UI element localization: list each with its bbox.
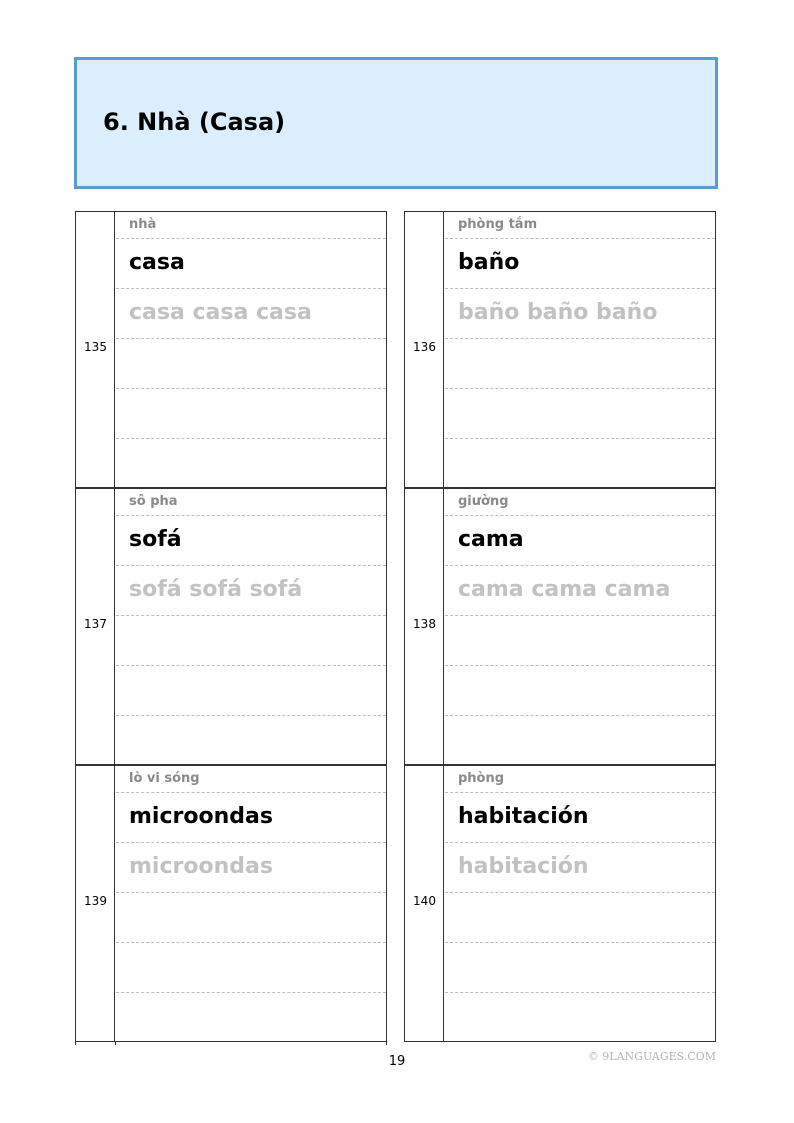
trace-text: sofá sofá sofá [129,577,303,602]
writing-line [116,992,386,1042]
trace-text: habitación [458,854,589,879]
writing-line [445,992,715,1042]
writing-line [116,892,386,943]
trace-text: casa casa casa [129,300,312,325]
card-number: 137 [84,617,107,631]
writing-line [116,438,386,488]
page-number: 19 [388,1054,406,1069]
number-column [405,766,444,1041]
vocab-word: baño [458,250,520,275]
number-column [405,489,444,764]
writing-line [445,892,715,943]
trace-text: baño baño baño [458,300,658,325]
vocab-card [404,211,716,488]
card-number: 135 [84,340,107,354]
writing-line [445,665,715,716]
writing-line [116,615,386,666]
writing-line [116,665,386,716]
vocab-card [75,488,387,765]
writing-line [116,715,386,765]
hint-text: phòng tắm [458,217,538,232]
hint-text: sô pha [129,494,178,509]
section-header [74,57,718,189]
copyright-text: © 9LANGUAGES.COM [587,1050,716,1063]
writing-line [445,615,715,666]
writing-line [116,338,386,389]
page-title: 6. Nhà (Casa) [103,108,286,136]
writing-line [445,338,715,389]
vocab-word: cama [458,527,524,552]
vocab-word: microondas [129,804,273,829]
number-column [76,766,115,1041]
writing-line [116,942,386,993]
vocab-word: casa [129,250,185,275]
trace-text: cama cama cama [458,577,671,602]
card-number: 136 [413,340,436,354]
hint-text: nhà [129,217,157,232]
vocab-card [404,765,716,1042]
writing-line [445,438,715,488]
hint-text: lò vi sóng [129,771,200,786]
card-number: 139 [84,894,107,908]
divider [115,1041,116,1045]
writing-line [445,388,715,439]
writing-line [445,942,715,993]
vocab-word: habitación [458,804,589,829]
vocab-card [75,765,387,1042]
divider [386,1041,387,1045]
vocab-card [75,211,387,488]
vocab-card [404,488,716,765]
writing-line [116,388,386,439]
vocab-word: sofá [129,527,182,552]
divider [75,1041,76,1045]
hint-text: phòng [458,771,505,786]
card-number: 140 [413,894,436,908]
number-column [76,489,115,764]
writing-line [445,715,715,765]
card-number: 138 [413,617,436,631]
hint-text: giường [458,494,509,509]
number-column [405,212,444,487]
trace-text: microondas [129,854,273,879]
number-column [76,212,115,487]
